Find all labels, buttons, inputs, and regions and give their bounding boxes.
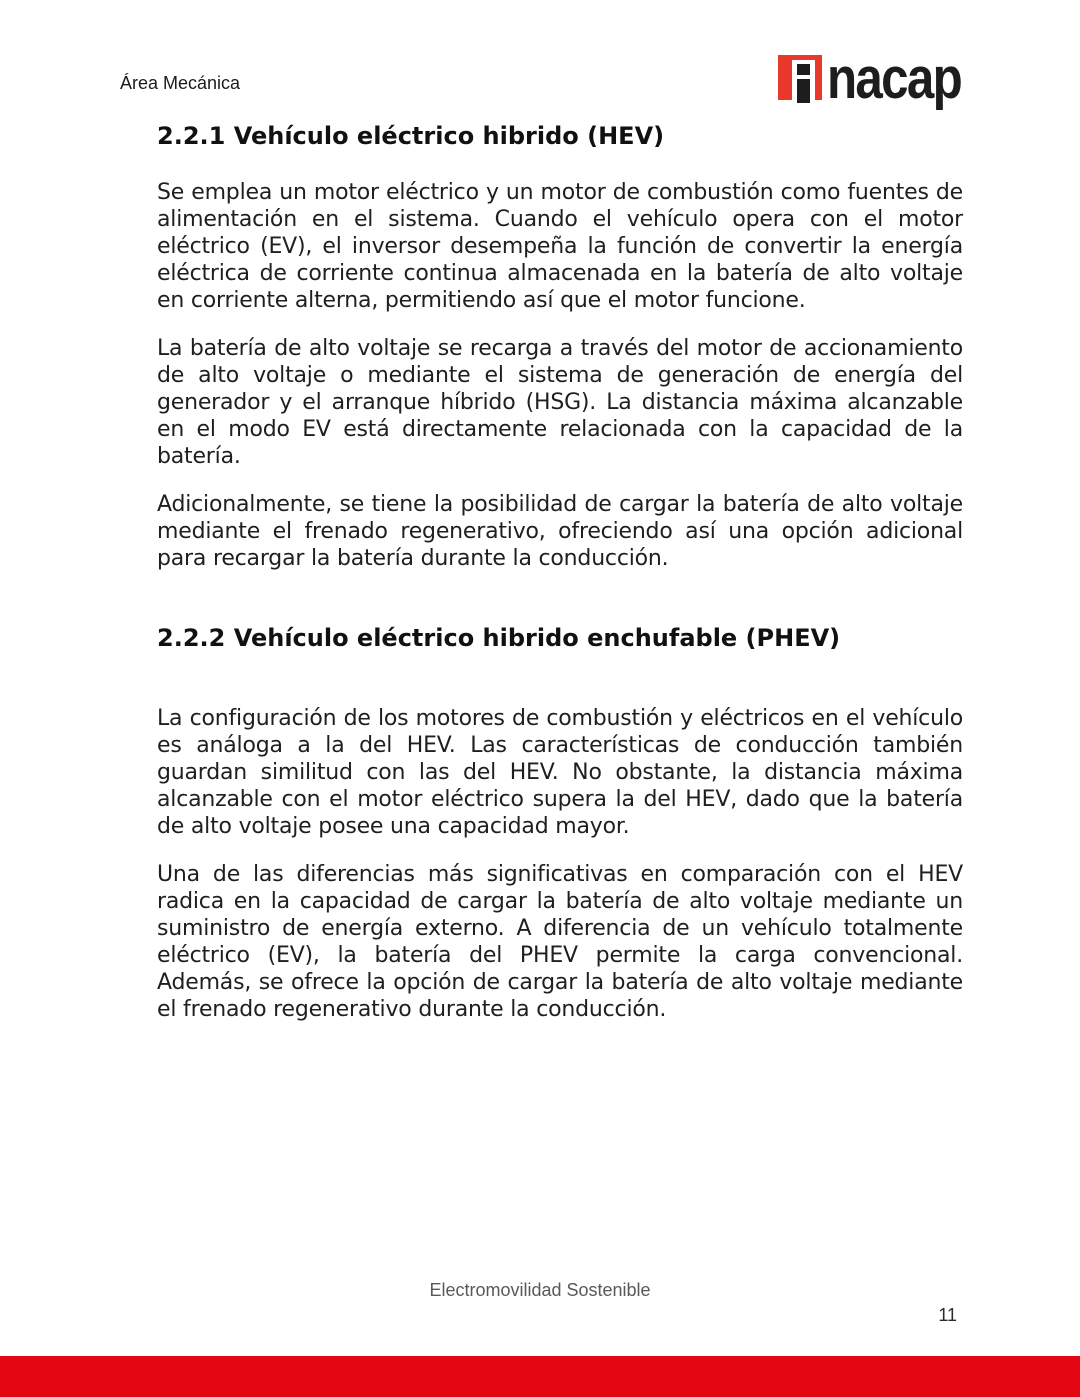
paragraph-hev-1: Se emplea un motor eléctrico y un motor de combustión como fuentes de alimentación en el sistema. Cuando el vehículo opera con el motor eléctrico (EV), el inversor desempeña la función de convertir la energía eléctrica de corriente continua almacenada en la batería de alto voltaje en corriente alterna, permitiendo así que el motor funcione. xyxy=(157,180,963,313)
paragraph-phev-1: La configuración de los motores de combustión y eléctricos en el vehículo es análoga a la del HEV. Las características de conducción también guardan similitud con las del HEV. No obstante, la distancia máxima alcanzable con el motor eléctrico supera la del HEV, dado que la batería de alto voltaje posee una capacidad mayor. xyxy=(157,706,963,839)
inacap-logo-icon xyxy=(778,55,822,103)
document-content xyxy=(157,122,963,1044)
paragraph-phev-2: Una de las diferencias más significativas en comparación con el HEV radica en la capacidad de cargar la batería de alto voltaje mediante un suministro de energía externo. A diferencia de un vehículo totalmente eléctrico (EV), la batería del PHEV permite la carga convencional. Además, se ofrece la opción de cargar la batería de alto voltaje mediante el frenado regenerativo durante la conducción. xyxy=(157,862,963,1022)
page-number: 11 xyxy=(938,1305,957,1325)
header-area-label: Área Mecánica xyxy=(120,73,241,93)
footer-red-bar xyxy=(0,1356,1080,1397)
section-heading-hev: 2.2.1 Vehículo eléctrico hibrido (HEV) xyxy=(157,122,665,150)
paragraph-hev-2: La batería de alto voltaje se recarga a través del motor de accionamiento de alto voltaje o mediante el sistema de generación de energía del generador y el arranque híbrido (HSG). La distancia máxima alcanzable en el modo EV está directamente relacionada con la capacidad de la batería. xyxy=(157,336,963,469)
inacap-logo-text: nacap xyxy=(827,46,961,111)
footer-doc-title: Electromovilidad Sostenible xyxy=(429,1280,651,1300)
inacap-logo xyxy=(778,46,978,117)
paragraph-hev-3: Adicionalmente, se tiene la posibilidad de cargar la batería de alto voltaje mediante el frenado regenerativo, ofreciendo así una opción adicional para recargar la batería durante la conducción. xyxy=(157,492,963,571)
section-heading-phev: 2.2.2 Vehículo eléctrico hibrido enchufable (PHEV) xyxy=(157,624,841,652)
